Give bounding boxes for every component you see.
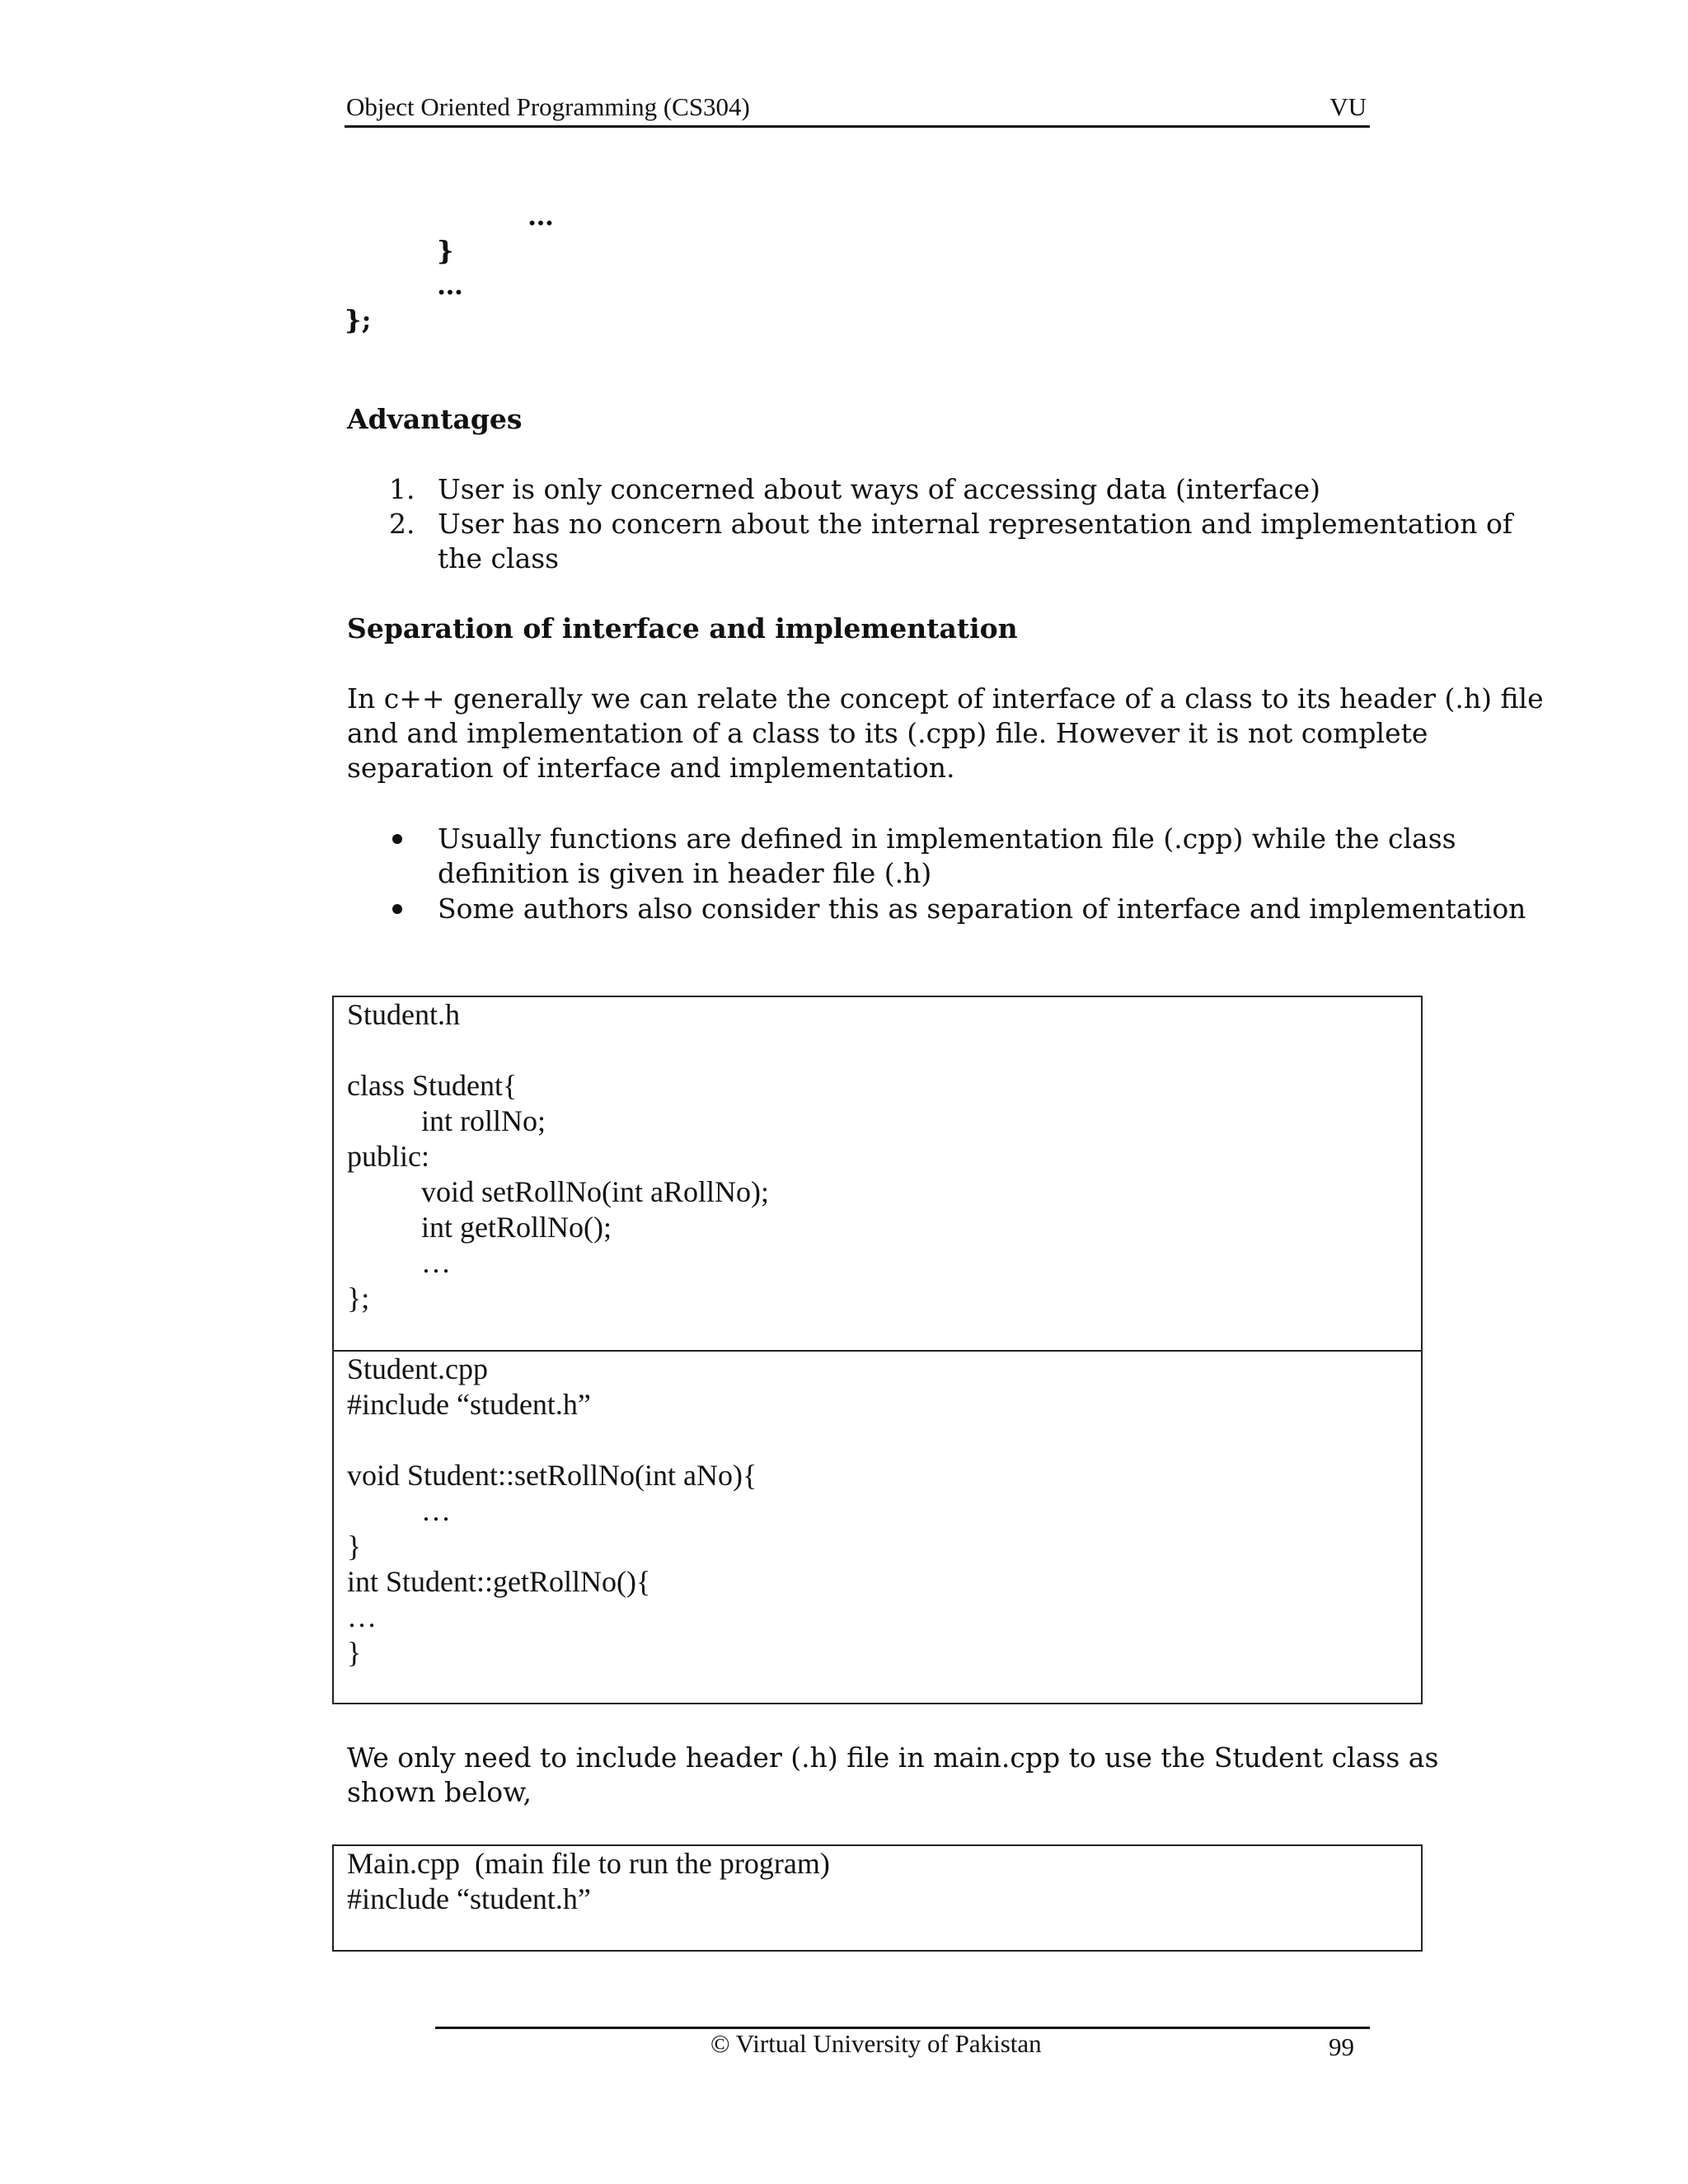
list-number: 2. xyxy=(389,508,415,540)
header-rule xyxy=(345,125,1370,128)
list-item-text: User is only concerned about ways of accessing data (interface) xyxy=(438,473,1321,505)
code-line: int Student::getRollNo(){ xyxy=(347,1565,651,1598)
bullet-text: Usually functions are defined in implementation file (.cpp) while the class xyxy=(438,823,1456,855)
code-line: class Student{ xyxy=(347,1069,518,1102)
code-line: Main.cpp (main file to run the program) xyxy=(347,1847,830,1880)
code-line: } xyxy=(347,1530,362,1563)
header-right: VU xyxy=(1329,92,1367,121)
page-header xyxy=(345,89,1368,127)
list-item-text: User has no concern about the internal representation and implementation of xyxy=(438,508,1513,540)
list-item-text: the class xyxy=(438,542,560,574)
code-line: }; xyxy=(347,1282,370,1315)
code-line: Student.cpp xyxy=(347,1352,488,1385)
code-line: Student.h xyxy=(347,998,461,1031)
paragraph-line: separation of interface and implementation. xyxy=(347,752,955,784)
paragraph-line: We only need to include header (.h) file in main.cpp to use the Student class as xyxy=(347,1741,1439,1774)
code-line: … xyxy=(347,1601,377,1633)
paragraph-line: In c++ generally we can relate the concept of interface of a class to its header (.h) file xyxy=(347,682,1544,715)
code-line: int getRollNo(); xyxy=(347,1211,612,1244)
bullet-text: Some authors also consider this as separation of interface and implementation xyxy=(438,893,1526,925)
bullet-text: definition is given in header file (.h) xyxy=(438,857,932,889)
code-line: void setRollNo(int aRollNo); xyxy=(347,1175,769,1208)
code-line: } xyxy=(437,235,454,266)
bullet-icon xyxy=(392,904,402,914)
header-title: Object Oriented Programming (CS304) xyxy=(346,92,750,121)
code-line: … xyxy=(347,1494,451,1527)
advantages-heading: Advantages xyxy=(347,403,523,435)
page-number: 99 xyxy=(1329,2032,1354,2061)
bullet-icon xyxy=(392,834,402,844)
code-line: #include “student.h” xyxy=(347,1882,591,1915)
list-number: 1. xyxy=(389,473,415,505)
code-line: … xyxy=(437,269,463,301)
code-line: void Student::setRollNo(int aNo){ xyxy=(347,1459,757,1492)
code-line: public: xyxy=(347,1140,429,1173)
code-line: … xyxy=(528,200,554,232)
code-line: }; xyxy=(345,304,372,335)
code-box-divider xyxy=(334,1350,1421,1352)
footer-copyright: © Virtual University of Pakistan xyxy=(710,2029,1042,2058)
separation-heading: Separation of interface and implementation xyxy=(347,612,1018,644)
code-line: #include “student.h” xyxy=(347,1388,591,1421)
paragraph-line: shown below, xyxy=(347,1776,532,1808)
code-line: … xyxy=(347,1246,451,1279)
code-line: } xyxy=(347,1636,362,1669)
code-line: int rollNo; xyxy=(347,1104,546,1137)
paragraph-line: and and implementation of a class to its (.cpp) file. However it is not complete xyxy=(347,717,1428,749)
